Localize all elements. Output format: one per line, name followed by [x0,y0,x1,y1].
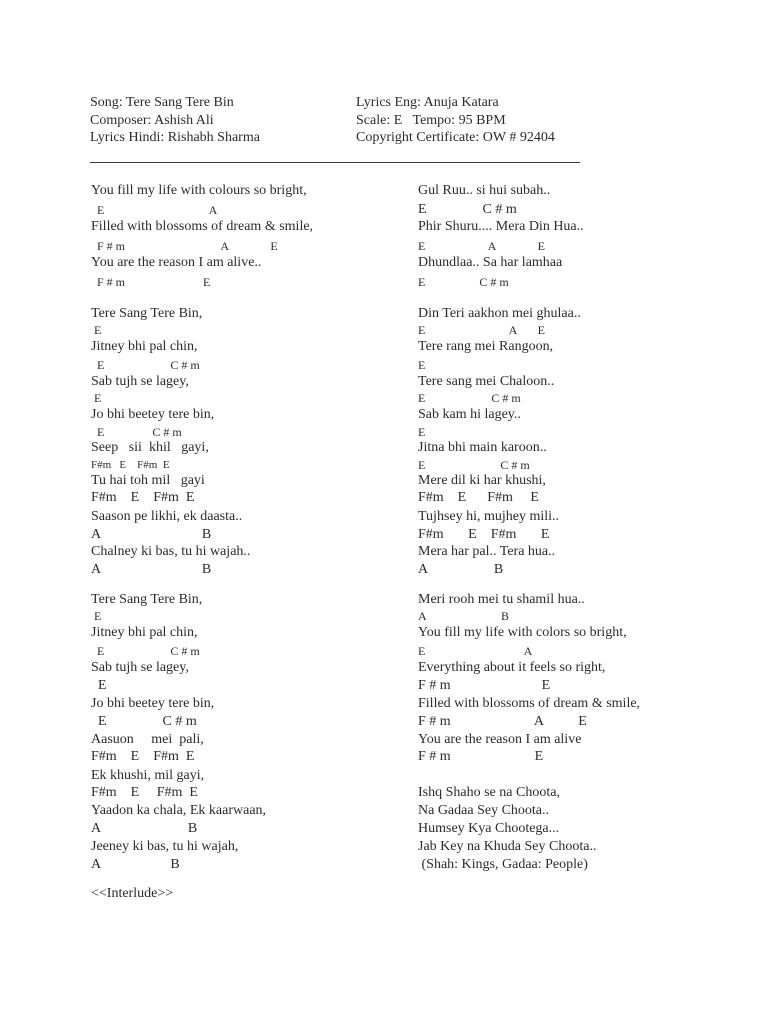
lyric-line: Jitney bhi pal chin, [91,625,198,640]
scale-tempo: Scale: E Tempo: 95 BPM [356,113,506,128]
lyric-line: Jitney bhi pal chin, [91,339,198,354]
lyric-line: Seep sii khil gayi, [91,440,209,455]
chord-line: E A E [418,323,546,337]
chord-line: A B [418,609,510,623]
copyright-certificate: Copyright Certificate: OW # 92404 [356,130,555,145]
lyric-line: Sab tujh se lagey, [91,374,189,389]
chord-line: E C # m [91,644,200,658]
lyric-line: Ishq Shaho se na Choota, [418,785,560,800]
chord-line: E C # m [418,202,517,217]
lyrics-hindi-credit: Lyrics Hindi: Rishabh Sharma [90,130,260,145]
chord-line: A B [91,562,212,577]
chord-line: A B [91,527,212,542]
chord-line: E C # m [418,391,521,405]
chord-line: F # m E [418,678,551,693]
lyric-line: You are the reason I am alive.. [91,255,262,270]
chord-line: A B [91,821,198,836]
chord-line: E [418,358,426,372]
chord-line: E [91,609,102,623]
chord-line: F # m E [418,749,544,764]
lyric-line: Na Gadaa Sey Choota.. [418,803,550,818]
lyric-line: You fill my life with colors so bright, [418,625,627,640]
chord-line: F # m A E [418,714,587,729]
chord-line: E C # m [91,714,197,729]
lyric-line: Jab Key na Khuda Sey Choota.. [418,839,597,854]
lyric-line: Phir Shuru.... Mera Din Hua.. [418,219,584,234]
lyric-line: Mere dil ki har khushi, [418,473,546,488]
chord-line: E A [91,203,218,217]
lyric-line: You fill my life with colours so bright, [91,183,307,198]
lyric-line: Tere rang mei Rangoon, [418,339,554,354]
chord-line: E [91,391,102,405]
lyric-line: Filled with blossoms of dream & smile, [418,696,641,711]
lyric-line: (Shah: Kings, Gadaa: People) [418,857,588,872]
composer: Composer: Ashish Ali [90,113,214,128]
lyric-line: Dhundlaa.. Sa har lamhaa [418,255,563,270]
lyric-line: Tu hai toh mil gayi [91,473,205,488]
chord-line: F#m E F#m E [91,490,195,505]
lyric-line: Jitna bhi main karoon.. [418,440,547,455]
chord-line: E C # m [418,458,530,472]
lyric-line: Sab kam hi lagey.. [418,407,521,422]
chord-line: F#m E F#m E [91,459,170,471]
lyric-line: <<Interlude>> [91,886,174,901]
header-divider [90,162,580,163]
lyric-line: Jo bhi beetey tere bin, [91,696,215,711]
lyrics-english-credit: Lyrics Eng: Anuja Katara [356,95,499,110]
lyric-line: Din Teri aakhon mei ghulaa.. [418,306,581,321]
lyric-line: Humsey Kya Chootega... [418,821,560,836]
chord-line: F#m E F#m E [91,749,195,764]
chord-line: F#m E F#m E [418,490,539,505]
chord-line: E C # m [91,425,182,439]
lyric-line: You are the reason I am alive [418,732,582,747]
lyric-line: Aasuon mei pali, [91,732,204,747]
lyric-line: Chalney ki bas, tu hi wajah.. [91,544,251,559]
lyric-line: Mera har pal.. Tera hua.. [418,544,556,559]
lyric-line: Jeeney ki bas, tu hi wajah, [91,839,239,854]
lyric-line: Saason pe likhi, ek daasta.. [91,509,243,524]
lyric-line: Yaadon ka chala, Ek kaarwaan, [91,803,267,818]
lyric-line: Meri rooh mei tu shamil hua.. [418,592,585,607]
chord-line: E [91,323,102,337]
chord-line: E C # m [91,358,200,372]
chord-line: E A E [418,239,546,253]
lyric-line: Everything about it feels so right, [418,660,606,675]
lyric-line: Jo bhi beetey tere bin, [91,407,215,422]
lyric-line: Tujhsey hi, mujhey mili.. [418,509,560,524]
lyric-line: Tere sang mei Chaloon.. [418,374,555,389]
chord-line: E [91,678,107,693]
lyric-line: Ek khushi, mil gayi, [91,768,205,783]
lyric-line: Filled with blossoms of dream & smile, [91,219,314,234]
chord-line: F # m A E [91,239,278,253]
chord-line: E C # m [418,275,509,289]
chord-line: E [418,425,426,439]
chord-line: F#m E F#m E [418,527,550,542]
chord-line: F#m E F#m E [91,785,198,800]
lyric-line: Sab tujh se lagey, [91,660,189,675]
lyric-line: Tere Sang Tere Bin, [91,592,203,607]
lyric-line: Tere Sang Tere Bin, [91,306,203,321]
chord-line: A B [418,562,504,577]
chord-line: A B [91,857,180,872]
chord-line: F # m E [91,275,211,289]
song-title: Song: Tere Sang Tere Bin [90,95,234,110]
chord-line: E A [418,644,533,658]
lyric-line: Gul Ruu.. si hui subah.. [418,183,551,198]
